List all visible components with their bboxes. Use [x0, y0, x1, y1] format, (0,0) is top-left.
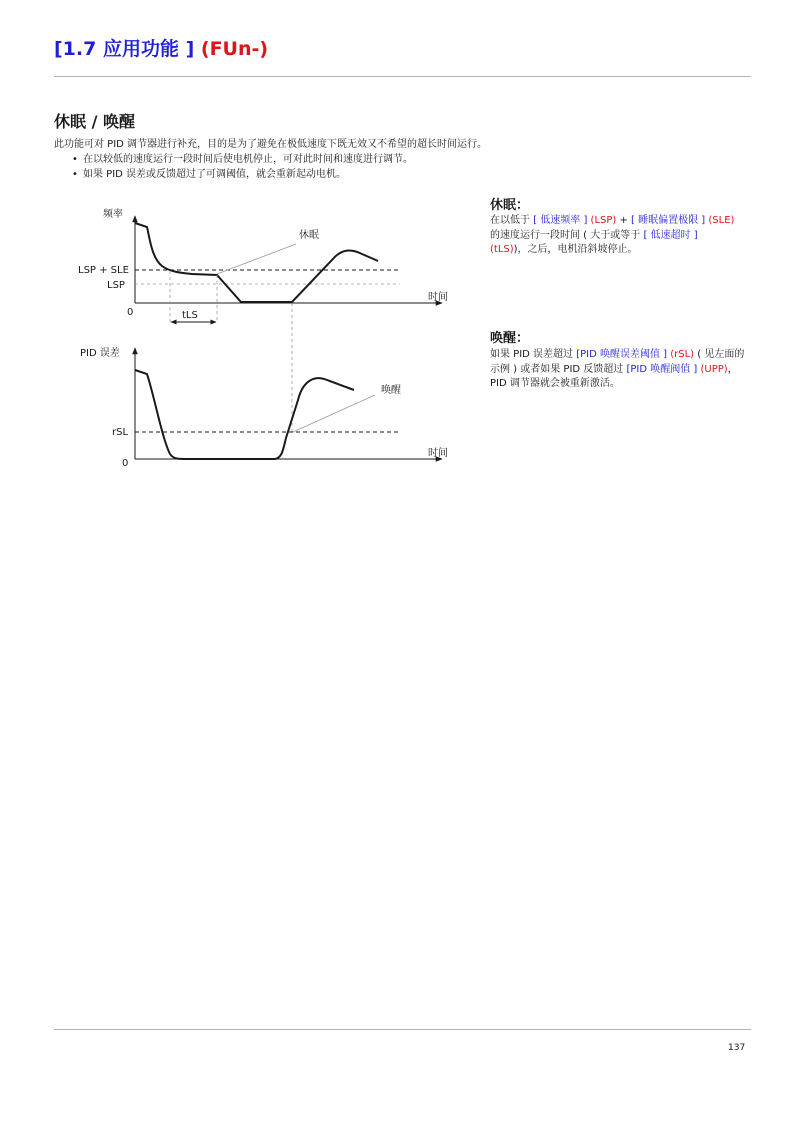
- sleep-text-part: 的速度运行一段时间 ( 大于或等于: [490, 229, 644, 241]
- wake-text: [490, 348, 752, 392]
- section-title: 休眠 / 唤醒: [54, 112, 135, 131]
- wake-title: 唤醒：: [490, 331, 530, 346]
- page-header: [54, 34, 268, 61]
- footer-rule: [54, 1029, 751, 1030]
- bullet-item: • 在以较低的速度运行一段时间后使电机停止，可对此时间和速度进行调节。: [72, 152, 413, 167]
- sleep-text: [490, 214, 752, 258]
- wake-callout: 唤醒: [381, 385, 401, 396]
- sleep-wake-diagram: [70, 200, 470, 475]
- sleep-title: 休眠：: [490, 198, 530, 213]
- rsl-label: rSL: [112, 427, 129, 438]
- bottom-zero-label: 0: [122, 458, 129, 469]
- bullet-item: • 如果 PID 误差或反馈超过了可调阈值，就会重新起动电机。: [72, 167, 413, 182]
- tls-label: tLS: [182, 310, 198, 321]
- header-code: (FUn-): [200, 38, 269, 60]
- param-wake-error-threshold: [PID 唤醒误差阈值 ]: [576, 349, 668, 360]
- bottom-y-label: PID 误差: [80, 348, 120, 359]
- page-number: 137: [728, 1043, 746, 1053]
- top-x-label: 时间: [428, 292, 448, 303]
- param-low-speed: [ 低速频率 ]: [533, 215, 588, 226]
- top-zero-label: 0: [127, 307, 134, 318]
- param-sleep-offset: [ 睡眠偏置极限 ]: [631, 215, 706, 226]
- bullet-list: [72, 152, 413, 182]
- param-low-speed-timeout: [ 低速超时 ]: [643, 229, 698, 241]
- lsp-label: LSP: [107, 280, 125, 291]
- wake-text-part: 如果 PID 误差超过: [490, 349, 577, 360]
- pid-error-curve: [135, 370, 354, 459]
- header-section: [1.7 应用功能 ]: [54, 38, 195, 60]
- header-rule: [54, 76, 751, 77]
- frequency-curve: [135, 223, 378, 302]
- sleep-text-part: )，之后，电机沿斜坡停止。: [513, 244, 638, 255]
- top-y-label: 频率: [103, 209, 123, 220]
- wake-text-part: ( 见左面的示例 ) 或者如果 PID 反馈超过: [490, 349, 745, 375]
- sleep-text-part: 在以低于: [490, 215, 534, 226]
- param-code-tls: (tLS): [490, 244, 514, 255]
- param-code-sle: (SLE): [705, 215, 735, 226]
- param-code-lsp: (LSP): [587, 215, 617, 226]
- param-code-upp: (UPP): [697, 363, 728, 375]
- intro-text: 此功能可对 PID 调节器进行补充，目的是为了避免在极低速度下既无效又不希望的超长时间运行。: [54, 139, 488, 150]
- param-wake-threshold: [PID 唤醒阀值 ]: [626, 363, 698, 375]
- sleep-callout: 休眠: [299, 230, 319, 241]
- sleep-text-part: +: [616, 215, 632, 226]
- bottom-x-label: 时间: [428, 448, 448, 459]
- param-code-rsl: (rSL): [667, 349, 695, 360]
- lsp-sle-label: LSP + SLE: [78, 265, 129, 276]
- wake-text-part: ， PID 调节器就会被重新激活。: [490, 363, 738, 389]
